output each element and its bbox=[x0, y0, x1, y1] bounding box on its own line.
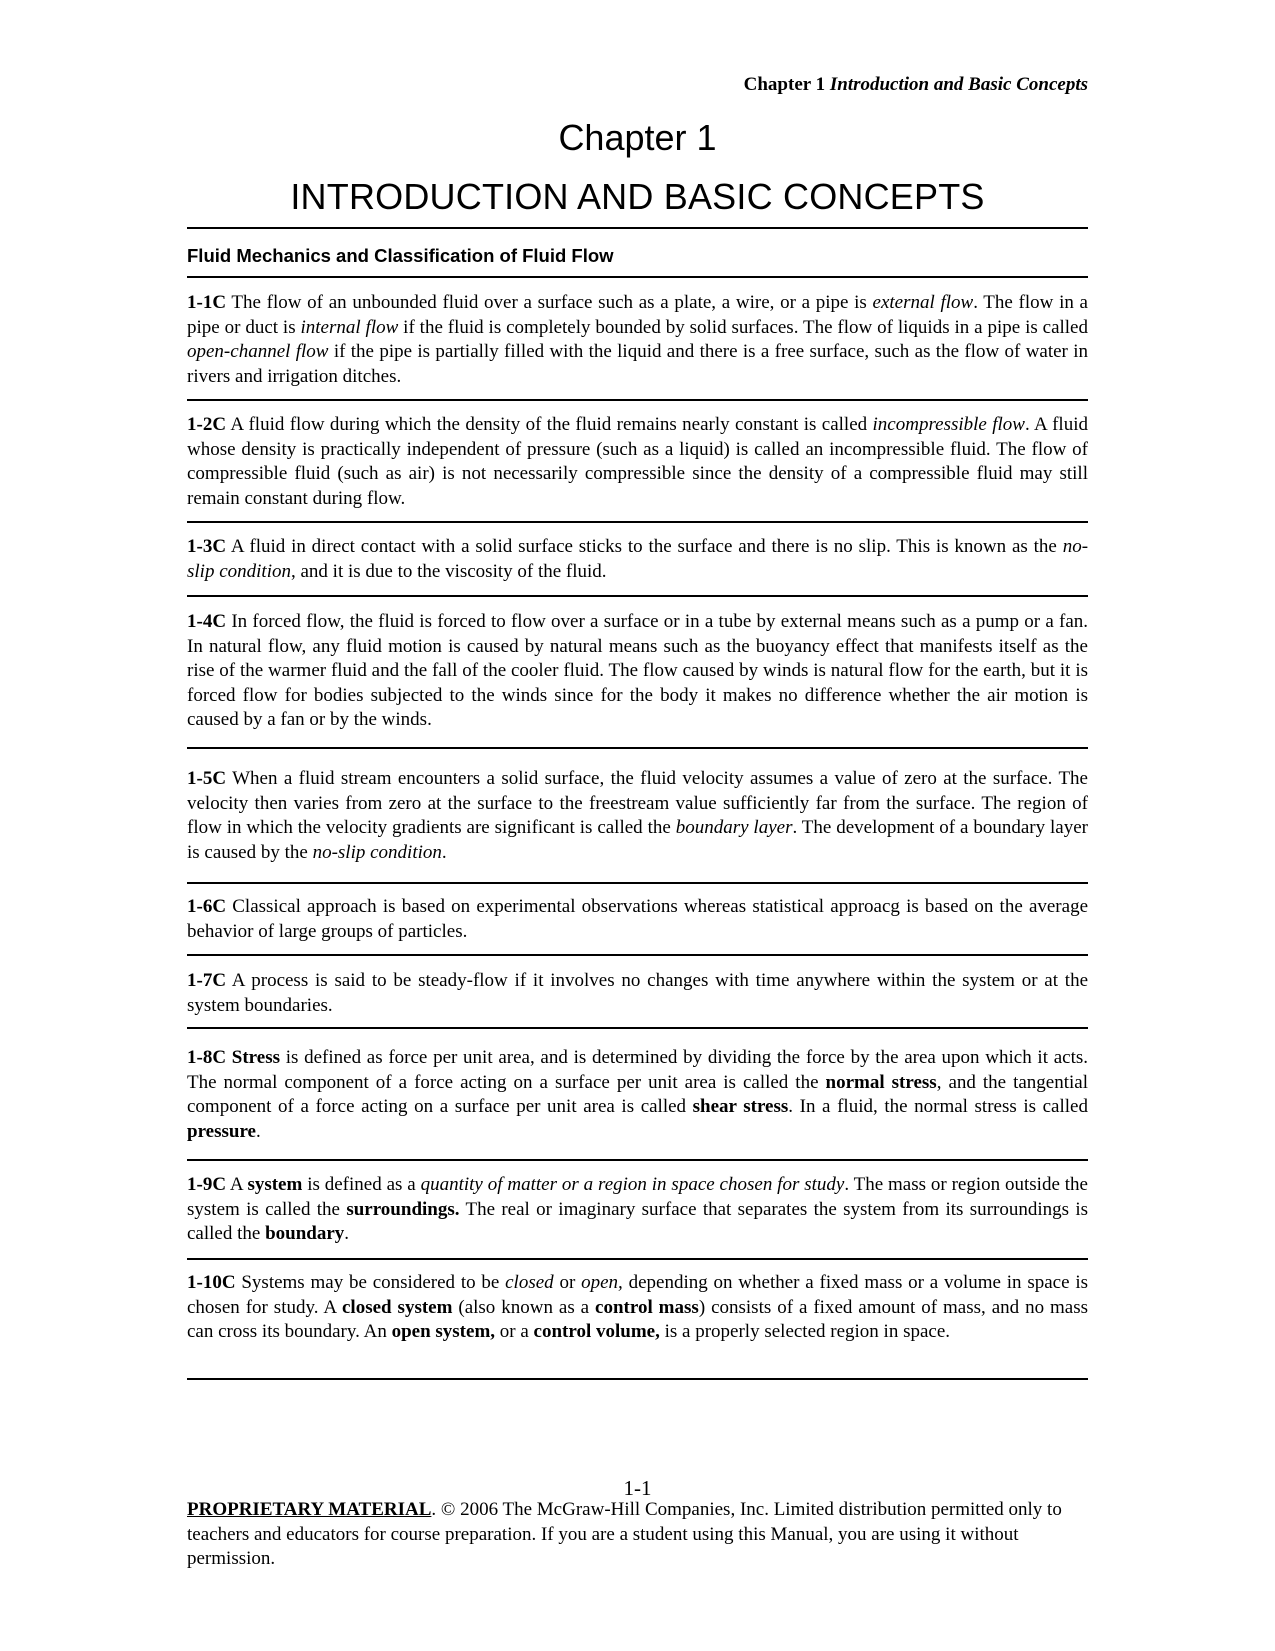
chapter-title: INTRODUCTION AND BASIC CONCEPTS bbox=[290, 176, 985, 217]
problem-id: 1-8C bbox=[187, 1047, 227, 1068]
bold-term: open system, bbox=[391, 1321, 496, 1342]
italic-term: no-slip condition bbox=[312, 841, 442, 863]
italic-term: closed bbox=[505, 1272, 554, 1293]
bold-term: control volume, bbox=[533, 1321, 660, 1342]
problem-text: is defined as a bbox=[302, 1174, 421, 1195]
problem-1-8c bbox=[187, 1046, 1088, 1144]
italic-term: open, bbox=[581, 1272, 623, 1293]
problem-text: is a properly selected region in space. bbox=[659, 1321, 951, 1342]
problem-text: , and it is due to the viscosity of the fluid. bbox=[290, 560, 607, 582]
problem-text: A fluid flow during which the density of the fluid remains nearly constant is called bbox=[230, 414, 873, 435]
problem-text: A bbox=[229, 1174, 248, 1195]
problem-text: The flow of an unbounded fluid over a surface such as a plate, a wire, or a pipe is bbox=[231, 292, 873, 313]
problem-text: if the pipe is partially filled with the liquid and there is a free surface, such as the flow of water in rivers and irrigation ditches. bbox=[187, 341, 1088, 387]
problem-text: . bbox=[344, 1223, 350, 1244]
bold-term: closed system bbox=[342, 1296, 453, 1318]
problem-text: A process is said to be steady-flow if it involves no changes with time anywhere within the system or at the system boundaries. bbox=[187, 970, 1089, 1016]
bold-term: Stress bbox=[231, 1047, 280, 1068]
problem-text: depending on whether a fixed mass or a volume in space is chosen for study. A bbox=[187, 1272, 1088, 1318]
divider bbox=[187, 882, 1088, 884]
problem-id: 1-9C bbox=[187, 1174, 227, 1195]
problem-text: When a fluid stream encounters a solid surface, the fluid velocity assumes a value of zero at the surface. The velocity then varies from zero at the surface to the freestream value sufficiently far from the surface. The region of flow in which the velocity gradients are significant is called the bbox=[187, 768, 1088, 838]
problem-id: 1-6C bbox=[187, 896, 227, 917]
divider bbox=[187, 399, 1088, 401]
italic-term: boundary layer bbox=[675, 817, 793, 838]
problem-id: 1-2C bbox=[187, 414, 227, 435]
problem-1-1c bbox=[187, 291, 1088, 389]
bold-term: shear stress bbox=[692, 1096, 789, 1117]
italic-term: incompressible flow bbox=[872, 414, 1025, 435]
italic-term: internal flow bbox=[300, 316, 399, 338]
bold-term: pressure bbox=[187, 1120, 256, 1142]
italic-term: no-slip condition bbox=[187, 536, 1089, 582]
divider bbox=[187, 954, 1088, 956]
divider bbox=[187, 521, 1088, 523]
divider bbox=[187, 1378, 1088, 1380]
problem-text: or bbox=[553, 1272, 582, 1293]
bold-term: surroundings. bbox=[346, 1198, 460, 1220]
italic-term: open-channel flow bbox=[187, 341, 329, 362]
divider bbox=[187, 747, 1088, 749]
running-header-title: Introduction and Basic Concepts bbox=[829, 74, 1088, 95]
problem-id: 1-5C bbox=[187, 768, 227, 789]
problem-text: or a bbox=[495, 1321, 534, 1342]
problem-text: Classical approach is based on experimental observations whereas statistical approacg is based on the average behavior of large groups of particles. bbox=[187, 896, 1089, 942]
running-header-chapter: Chapter 1 bbox=[743, 74, 826, 95]
problem-text: . bbox=[441, 841, 447, 863]
problem-text: A fluid in direct contact with a solid surface sticks to the surface and there is no slip. This is known as the bbox=[230, 536, 1063, 557]
problem-text: . The flow in a pipe or duct is bbox=[187, 292, 1088, 338]
bold-term: boundary bbox=[265, 1223, 345, 1244]
problem-1-6c bbox=[187, 895, 1088, 944]
problem-text: . A fluid whose density is practically independent of pressure (such as a liquid) is called an incompressible fluid. The flow of compressible fluid (such as air) is not necessarily compressible since the density of a compressible fluid may still remain constant during flow. bbox=[187, 414, 1088, 509]
bold-term: normal stress bbox=[825, 1071, 937, 1093]
problem-text: The real or imaginary surface that separates the system from its surroundings is called the bbox=[187, 1198, 1088, 1244]
chapter-number: Chapter 1 bbox=[558, 117, 717, 158]
problem-1-9c bbox=[187, 1173, 1088, 1247]
problem-1-4c bbox=[187, 610, 1088, 733]
italic-term: external flow bbox=[872, 292, 974, 313]
section-heading: Fluid Mechanics and Classification of Fluid Flow bbox=[187, 245, 614, 266]
divider bbox=[187, 1027, 1088, 1029]
problem-text: . The mass or region outside the system is called the bbox=[187, 1174, 1088, 1220]
problem-1-2c bbox=[187, 413, 1088, 511]
problem-id: 1-4C bbox=[187, 611, 227, 632]
divider bbox=[187, 595, 1088, 597]
running-header bbox=[187, 74, 1088, 96]
bold-term: control mass bbox=[595, 1296, 699, 1318]
problem-text: . bbox=[255, 1120, 261, 1142]
problem-text: (also known as a bbox=[452, 1296, 596, 1318]
problem-text: In forced flow, the fluid is forced to flow over a surface or in a tube by external means such as a pump or a fan. In natural flow, any fluid motion is caused by natural means such as the buoyancy effect that manifests itself as the rise of the warmer fluid and the fall of the cooler fluid. The flow caused by winds is natural flow for the earth, but it is forced flow for bodies subjected to the winds since for the body it makes no difference whether the air motion is caused by a fan or by the winds. bbox=[187, 611, 1089, 730]
italic-term: quantity of matter or a region in space chosen for study bbox=[420, 1174, 845, 1195]
problem-text: Systems may be considered to be bbox=[241, 1272, 506, 1293]
problem-id: 1-7C bbox=[187, 970, 227, 991]
problem-id: 1-1C bbox=[187, 292, 227, 313]
problem-text: is defined as force per unit area, and is determined by dividing the force by the area upon which it acts. The normal component of a force acting on a surface per unit area is called the bbox=[187, 1047, 1088, 1093]
problem-1-5c bbox=[187, 767, 1088, 865]
page-number: 1-1 bbox=[623, 1476, 652, 1500]
problem-text: . The development of a boundary layer is caused by the bbox=[187, 817, 1088, 863]
problem-1-3c bbox=[187, 535, 1088, 584]
copyright-notice: . © 2006 The McGraw-Hill Companies, Inc. Limited distribution permitted only to teachers and educators for course preparation. If you are a student using this Manual, you are using it without permission. bbox=[187, 1499, 1062, 1569]
proprietary-label: PROPRIETARY MATERIAL bbox=[187, 1499, 432, 1520]
copyright-footer bbox=[187, 1498, 1067, 1572]
problem-text: if the fluid is completely bounded by solid surfaces. The flow of liquids in a pipe is called bbox=[398, 316, 1088, 338]
problem-id: 1-3C bbox=[187, 536, 227, 557]
problem-text: ) consists of a fixed amount of mass, and no mass can cross its boundary. An bbox=[187, 1296, 1089, 1342]
problem-id: 1-10C bbox=[187, 1272, 236, 1293]
problem-text: , and the tangential component of a force acting on a surface per unit area is called bbox=[187, 1071, 1089, 1117]
bold-term: system bbox=[247, 1174, 303, 1195]
divider bbox=[187, 1159, 1088, 1161]
problem-1-10c bbox=[187, 1271, 1088, 1345]
problem-text: . In a fluid, the normal stress is called bbox=[788, 1096, 1088, 1117]
divider bbox=[187, 276, 1088, 278]
divider bbox=[187, 227, 1088, 229]
problem-1-7c bbox=[187, 969, 1088, 1018]
divider bbox=[187, 1258, 1088, 1260]
